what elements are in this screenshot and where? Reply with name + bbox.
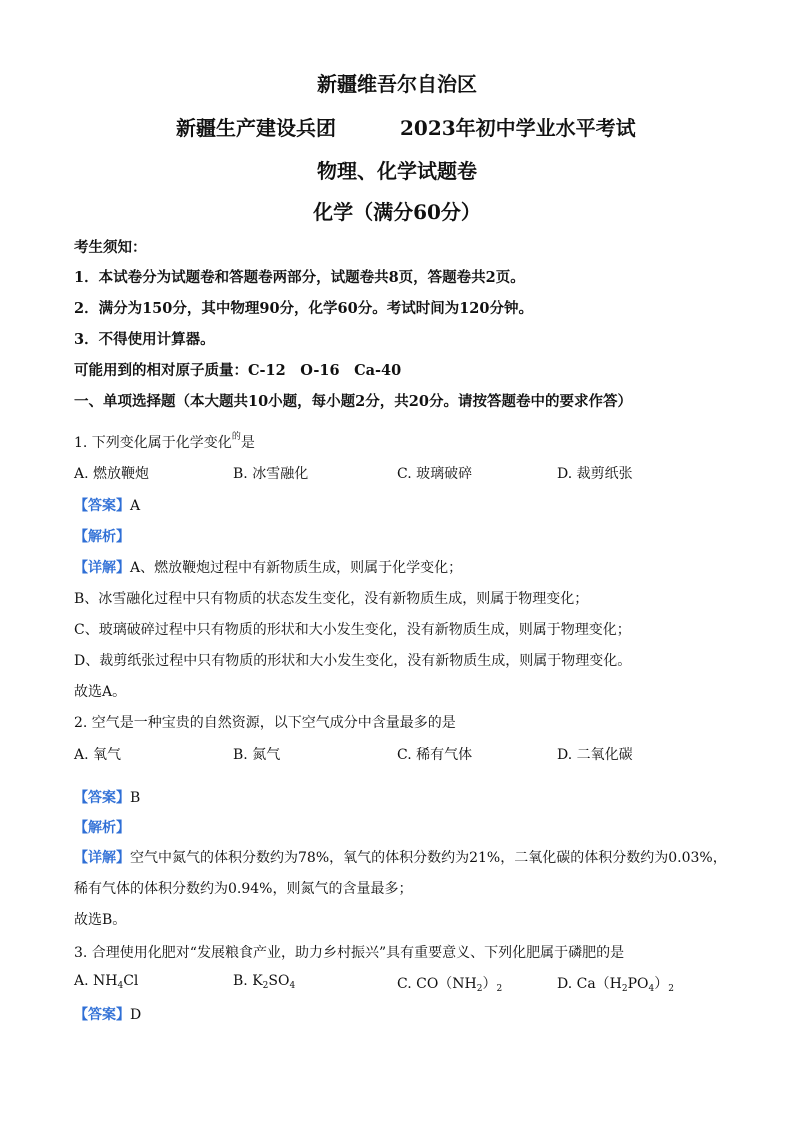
question-1-option-d: D. 裁剪纸张 [557,466,633,482]
question-2-option-b: B. 氮气 [233,747,281,763]
answer-label: 【答案】 [74,790,130,806]
option-a-end: Cl [123,973,139,989]
option-d-text: D. Ca（H [557,976,622,992]
option-b-sub-1: 2 [262,981,269,991]
question-1-stem-mark: 的 [231,432,241,442]
question-1-detail-2: B、冰雪融化过程中只有物质的状态发生变化，没有新物质生成，则属于物理变化； [74,591,589,607]
question-2-option-a: A. 氧气 [74,747,122,763]
question-2-option-c: C. 稀有气体 [397,747,473,763]
option-c-mid: ） [482,976,497,992]
notice-item-3: 3．不得使用计算器。 [74,331,215,348]
detail-text: 空气中氮气的体积分数约为78%，氧气的体积分数约为21%，二氧化碳的体积分数约为0.03%， [130,850,727,866]
option-c-sub-2: 2 [496,984,503,994]
answer-label: 【答案】 [74,498,130,514]
answer-value: A [130,498,141,514]
answer-value: B [130,790,141,806]
question-1-option-b: B. 冰雪融化 [233,466,309,482]
question-1-detail-3: C、玻璃破碎过程中只有物质的形状和大小发生变化，没有新物质生成，则属于物理变化； [74,622,631,638]
question-1-stem-end: 是 [240,435,255,451]
question-2-analysis-label: 【解析】 [74,820,130,836]
question-1-option-c: C. 玻璃破碎 [397,466,473,482]
detail-label: 【详解】 [74,850,130,866]
option-d-mid-1: PO [627,976,649,992]
notice-item-2: 2．满分为150分，其中物理90分，化学60分。考试时间为120分钟。 [74,300,533,317]
section-heading: 一、单项选择题（本大题共10小题，每小题2分，共20分。请按答题卷中的要求作答） [74,393,632,410]
question-2-answer [74,787,140,807]
question-1-answer [74,495,140,515]
option-b-sub-2: 4 [289,981,296,991]
question-3-option-a [74,973,138,991]
answer-value: D [130,1007,142,1023]
detail-text: A、燃放鞭炮过程中有新物质生成，则属于化学变化； [130,560,463,576]
question-3-option-b [233,973,295,991]
question-2-stem: 2. 空气是一种宝贵的自然资源，以下空气成分中含量最多的是 [74,715,456,731]
option-d-mid-2: ） [654,976,669,992]
question-1-stem-text: 1. 下列变化属于化学变化 [74,435,232,451]
header-region: 新疆维吾尔自治区 [317,72,477,96]
option-c-text: C. CO（NH [397,976,477,992]
option-c-sub-1: 2 [476,984,483,994]
question-1-stem [74,429,255,452]
question-2-detail-1 [74,847,727,867]
option-b-text: B. K [233,973,263,989]
header-subject: 化学（满分60分） [313,200,481,224]
answer-label: 【答案】 [74,1007,130,1023]
question-3-stem: 3. 合理使用化肥对“发展粮食产业，助力乡村振兴”具有重要意义、下列化肥属于磷肥的是 [74,945,625,961]
question-2-detail-2: 稀有气体的体积分数约为0.94%，则氮气的含量最多； [74,881,413,897]
question-1-detail-1 [74,557,462,577]
question-1-analysis-label: 【解析】 [74,529,130,545]
option-d-sub-1: 2 [621,984,628,994]
header-paper-name: 物理、化学试题卷 [317,159,477,183]
question-2-conclusion: 故选B。 [74,912,127,928]
question-1-detail-4: D、裁剪纸张过程中只有物质的形状和大小发生变化，没有新物质生成，则属于物理变化。 [74,653,632,669]
question-1-conclusion: 故选A。 [74,684,127,700]
notice-heading: 考生须知： [74,239,147,256]
question-1-option-a: A. 燃放鞭炮 [74,466,150,482]
header-exam-title: 2023年初中学业水平考试 [400,116,636,140]
option-d-sub-3: 2 [668,984,675,994]
option-d-sub-2: 4 [648,984,655,994]
question-2-option-d: D. 二氧化碳 [557,747,633,763]
question-3-option-c [397,973,502,994]
detail-label: 【详解】 [74,560,130,576]
option-b-mid: SO [268,973,290,989]
atomic-mass-line: 可能用到的相对原子质量：C-12 O-16 Ca-40 [74,362,402,379]
option-a-sub: 4 [117,981,124,991]
question-3-answer [74,1004,141,1024]
notice-item-1: 1．本试卷分为试题卷和答题卷两部分，试题卷共8页，答题卷共2页。 [74,269,525,286]
question-3-option-d [557,973,674,994]
header-corps: 新疆生产建设兵团 [176,116,336,140]
option-a-text: A. NH [74,973,118,989]
